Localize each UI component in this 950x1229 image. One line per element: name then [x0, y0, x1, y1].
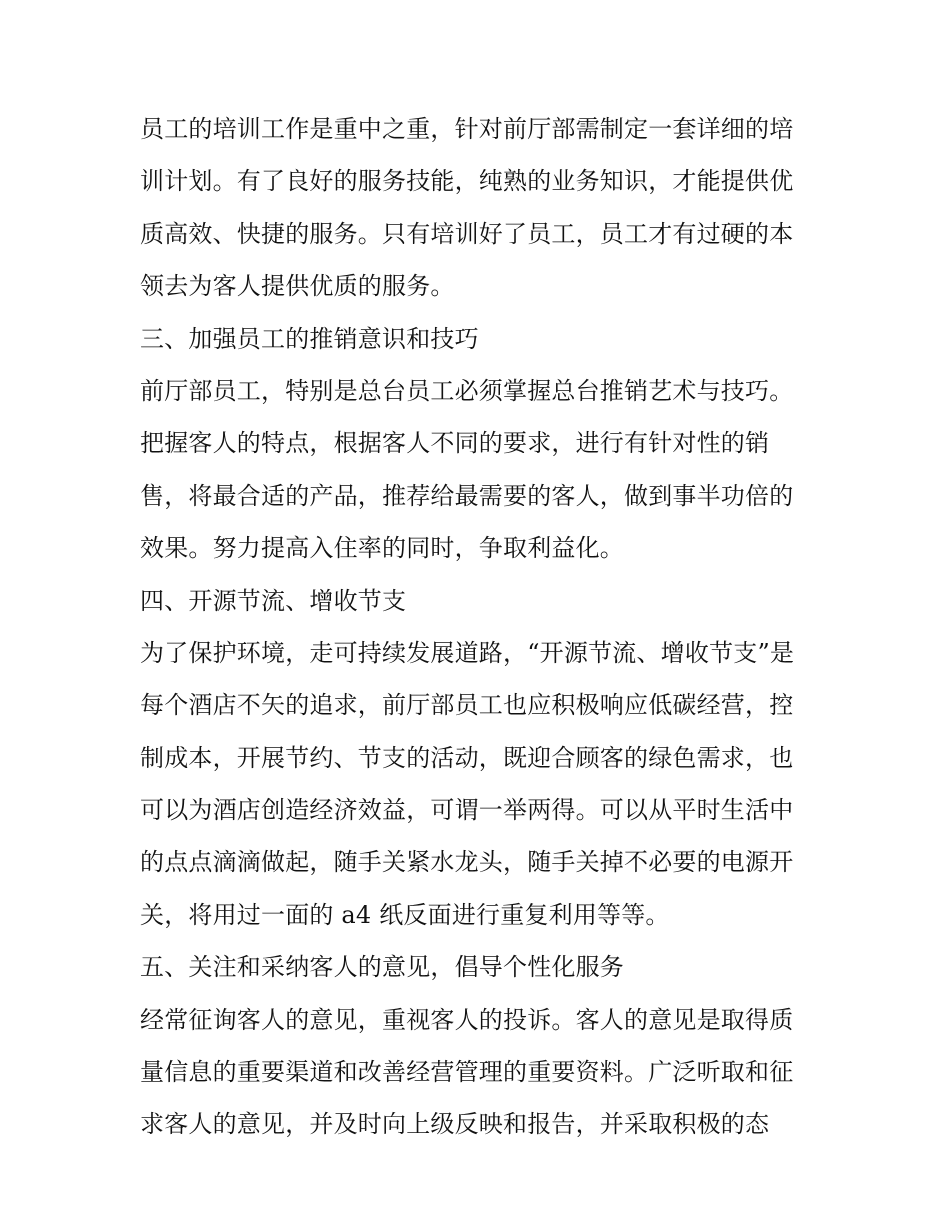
- paragraph-line: 制成本，开展节约、节支的活动，既迎合顾客的绿色需求，也: [140, 743, 794, 772]
- paragraph-line: 把握客人的特点，根据客人不同的要求，进行有针对性的销: [140, 429, 770, 458]
- paragraph-line: 效果。努力提高入住率的同时，争取利益化。: [140, 534, 624, 563]
- section-heading: 三、加强员工的推销意识和技巧: [140, 324, 479, 353]
- paragraph-line: 关，将用过一面的 a4 纸反面进行重复利用等等。: [140, 900, 670, 929]
- paragraph-line: 质高效、快捷的服务。只有培训好了员工，员工才有过硬的本: [140, 219, 794, 248]
- paragraph-line: 的点点滴滴做起，随手关紧水龙头，随手关掉不必要的电源开: [140, 848, 794, 877]
- paragraph-line: 员工的培训工作是重中之重，针对前厅部需制定一套详细的培: [140, 115, 794, 143]
- paragraph-line: 经常征询客人的意见，重视客人的投诉。客人的意见是取得质: [140, 1005, 794, 1034]
- document-body: [140, 103, 812, 1151]
- section-heading: 五、关注和采纳客人的意见，倡导个性化服务: [140, 953, 624, 982]
- paragraph-line: 前厅部员工，特别是总台员工必须掌握总台推销艺术与技巧。: [140, 376, 794, 405]
- paragraph-line: 量信息的重要渠道和改善经营管理的重要资料。广泛听取和征: [140, 1058, 794, 1087]
- paragraph-line: 领去为客人提供优质的服务。: [140, 272, 455, 301]
- section-heading: 四、开源节流、增收节支: [140, 586, 407, 615]
- paragraph-line: 售，将最合适的产品，推荐给最需要的客人，做到事半功倍的: [140, 481, 794, 510]
- paragraph-line: 求客人的意见，并及时向上级反映和报告，并采取积极的态: [140, 1110, 770, 1139]
- paragraph-line: 为了保护环境，走可持续发展道路，“开源节流、增收节支”是: [140, 638, 795, 667]
- paragraph-line: 训计划。有了良好的服务技能，纯熟的业务知识，才能提供优: [140, 167, 794, 196]
- paragraph-line: 可以为酒店创造经济效益，可谓一举两得。可以从平时生活中: [140, 796, 794, 825]
- paragraph-line: 每个酒店不矢的追求，前厅部员工也应积极响应低碳经营，控: [140, 691, 794, 720]
